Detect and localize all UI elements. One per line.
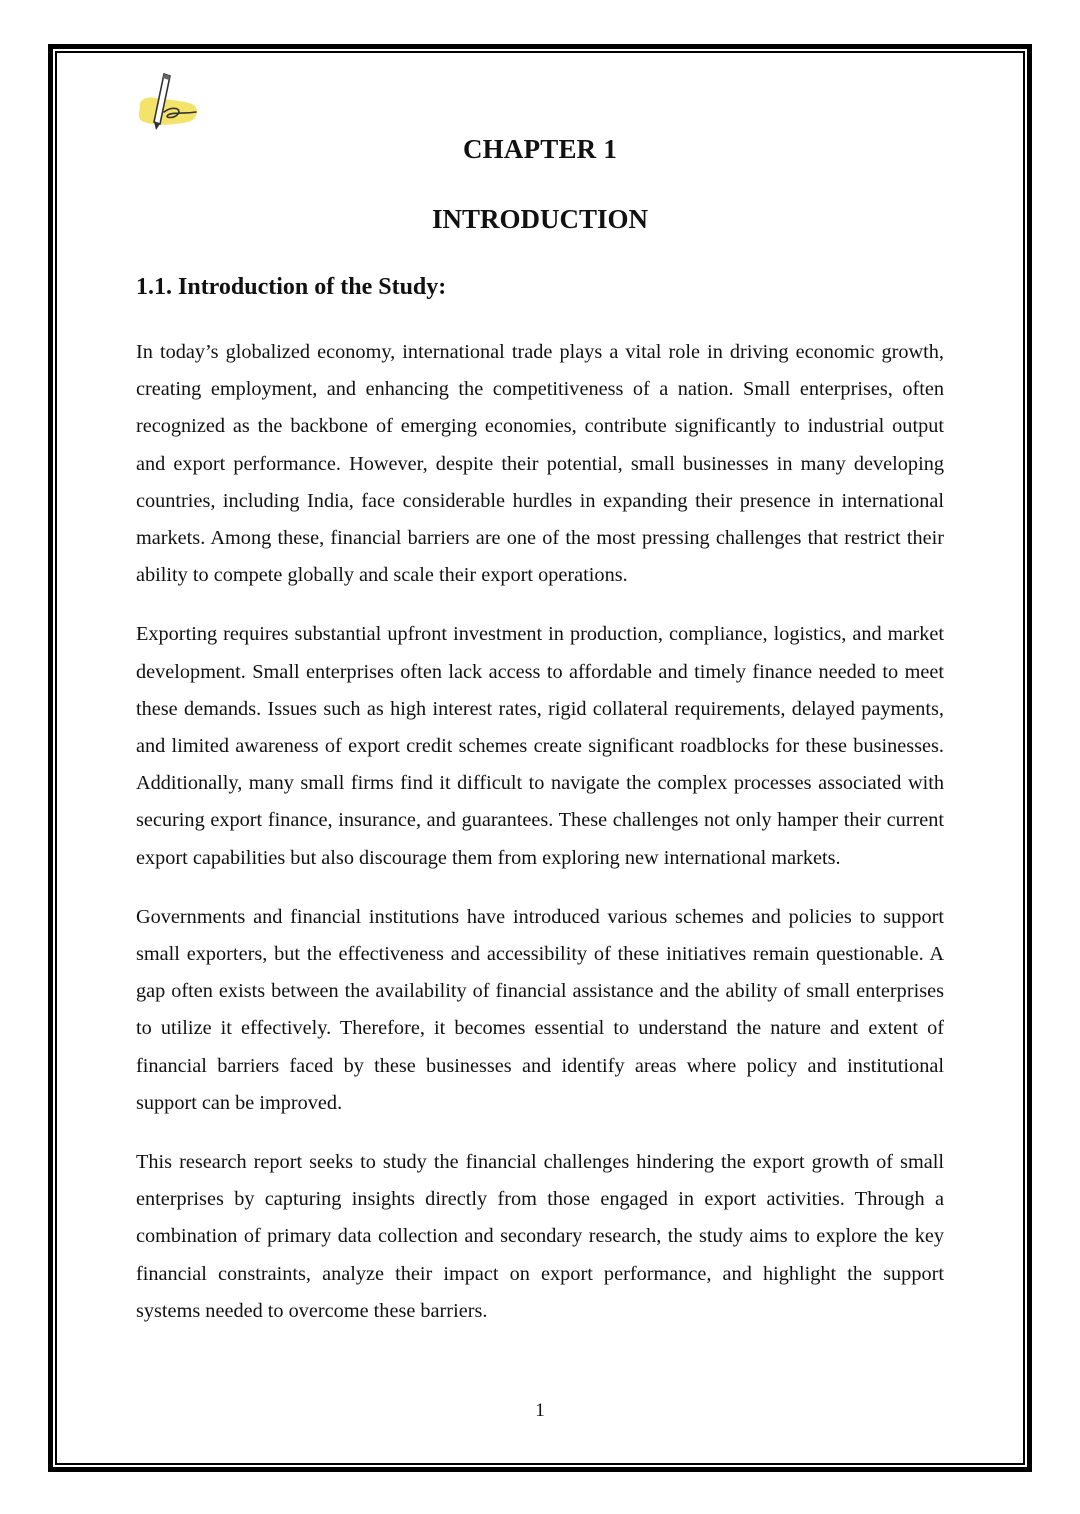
paragraph: In today’s globalized economy, international trade plays a vital role in driving economic growth, creating employment, and enhancing the competitiveness of a nation. Small enterprises, often recognized as the backbone of emerging economies, contribute significantly to industrial output and export performance. However, despite their potential, small businesses in many developing countries, including India, face considerable hurdles in expanding their presence in international markets. Among these, financial barriers are one of the most pressing challenges that restrict their ability to compete globally and scale their export operations. xyxy=(136,341,944,587)
page-number: 1 xyxy=(535,1400,545,1421)
paragraph: Exporting requires substantial upfront investment in production, compliance, logistics, and market development. Small enterprises often lack access to affordable and timely finance needed to meet these demands. Issues such as high interest rates, rigid collateral requirements, delayed payments, and limited awareness of export credit schemes create significant roadblocks for these businesses. Additionally, many small firms find it difficult to navigate the complex processes associated with securing export finance, insurance, and guarantees. These challenges not only hamper their current export capabilities but also discourage them from exploring new international markets. xyxy=(136,623,944,869)
chapter-number: CHAPTER 1 xyxy=(462,134,618,164)
chapter-title: INTRODUCTION xyxy=(431,204,649,234)
paragraph: Governments and financial institutions have introduced various schemes and policies to support small exporters, but the effectiveness and accessibility of these initiatives remain questionable. A gap often exists between the availability of financial assistance and the ability of small enterprises to utilize it effectively. Therefore, it becomes essential to understand the nature and extent of financial barriers faced by these businesses and identify areas where policy and institutional support can be improved. xyxy=(136,905,944,1114)
pen-writing-icon xyxy=(134,70,202,132)
paragraph: This research report seeks to study the financial challenges hindering the export growth of small enterprises by capturing insights directly from those engaged in export activities. Through a combination of primary data collection and secondary research, the study aims to explore the key financial constraints, analyze their impact on export performance, and highlight the support systems needed to overcome these barriers. xyxy=(136,1151,944,1322)
section-heading: 1.1. Introduction of the Study: xyxy=(136,274,447,300)
body-text xyxy=(136,334,944,1352)
